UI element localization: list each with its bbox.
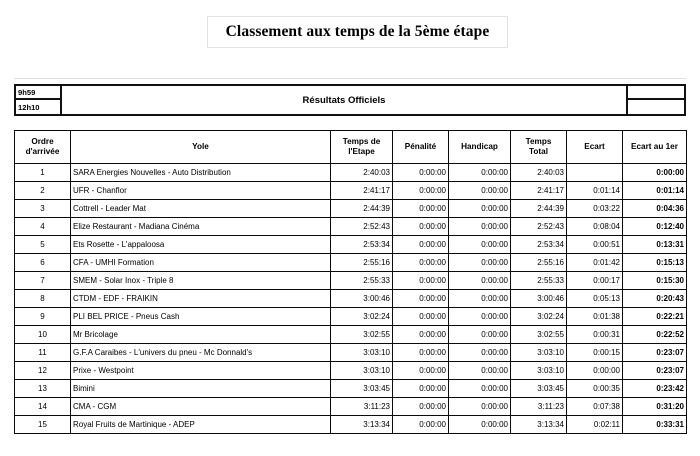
table-row xyxy=(15,416,687,434)
total-line1: Temps xyxy=(525,137,552,146)
ordre-line1: Ordre xyxy=(31,137,54,146)
table-row xyxy=(15,344,687,362)
cell-etape: 3:00:46 xyxy=(331,290,393,308)
cell-ecart1: 0:13:31 xyxy=(623,236,687,254)
column-header-penalite: Pénalité xyxy=(393,131,449,164)
cell-ecart1: 0:04:36 xyxy=(623,200,687,218)
cell-ecart: 0:01:14 xyxy=(567,182,623,200)
cell-ecart1: 0:22:52 xyxy=(623,326,687,344)
column-header-temps-total xyxy=(511,131,567,164)
cell-etape: 2:41:17 xyxy=(331,182,393,200)
page-title-box xyxy=(207,16,508,48)
cell-ordre: 1 xyxy=(15,164,71,182)
cell-ecart: 0:01:38 xyxy=(567,308,623,326)
table-row xyxy=(15,326,687,344)
cell-handi: 0:00:00 xyxy=(449,200,511,218)
cell-etape: 3:03:10 xyxy=(331,344,393,362)
cell-ecart1: 0:00:00 xyxy=(623,164,687,182)
cell-etape: 3:11:23 xyxy=(331,398,393,416)
cell-penal: 0:00:00 xyxy=(393,272,449,290)
cell-ecart: 0:03:22 xyxy=(567,200,623,218)
time-range-group xyxy=(16,86,62,114)
cell-ecart1: 0:01:14 xyxy=(623,182,687,200)
table-row xyxy=(15,272,687,290)
end-time: 12h10 xyxy=(18,102,40,112)
cell-ordre: 15 xyxy=(15,416,71,434)
cell-ecart1: 0:20:43 xyxy=(623,290,687,308)
cell-handi: 0:00:00 xyxy=(449,290,511,308)
ordre-line2: d'arrivée xyxy=(25,147,60,156)
cell-total: 3:03:10 xyxy=(511,362,567,380)
cell-ecart1: 0:31:20 xyxy=(623,398,687,416)
cell-ecart1: 0:22:21 xyxy=(623,308,687,326)
cell-ecart1: 0:33:31 xyxy=(623,416,687,434)
right-empty-group xyxy=(626,86,684,114)
cell-etape: 2:52:43 xyxy=(331,218,393,236)
cell-yole: SARA Energies Nouvelles - Auto Distribution xyxy=(71,164,331,182)
cell-ecart1: 0:12:40 xyxy=(623,218,687,236)
cell-total: 2:55:16 xyxy=(511,254,567,272)
table-row xyxy=(15,398,687,416)
divider-line xyxy=(14,78,686,79)
cell-ordre: 5 xyxy=(15,236,71,254)
table-row xyxy=(15,164,687,182)
cell-penal: 0:00:00 xyxy=(393,362,449,380)
cell-ecart: 0:02:11 xyxy=(567,416,623,434)
cell-ordre: 6 xyxy=(15,254,71,272)
right-empty-bottom xyxy=(628,100,684,114)
cell-ecart xyxy=(567,164,623,182)
cell-penal: 0:00:00 xyxy=(393,200,449,218)
cell-handi: 0:00:00 xyxy=(449,416,511,434)
column-header-ecart: Ecart xyxy=(567,131,623,164)
cell-total: 3:11:23 xyxy=(511,398,567,416)
cell-etape: 2:55:16 xyxy=(331,254,393,272)
cell-total: 2:53:34 xyxy=(511,236,567,254)
official-results-label: Résultats Officiels xyxy=(302,94,386,106)
cell-ordre: 10 xyxy=(15,326,71,344)
cell-ordre: 14 xyxy=(15,398,71,416)
cell-penal: 0:00:00 xyxy=(393,164,449,182)
cell-ecart1: 0:15:30 xyxy=(623,272,687,290)
results-table xyxy=(14,130,687,434)
cell-ordre: 3 xyxy=(15,200,71,218)
column-header-ordre xyxy=(15,131,71,164)
results-table-container xyxy=(14,130,686,434)
cell-handi: 0:00:00 xyxy=(449,308,511,326)
cell-etape: 2:53:34 xyxy=(331,236,393,254)
cell-handi: 0:00:00 xyxy=(449,254,511,272)
cell-ordre: 13 xyxy=(15,380,71,398)
table-row xyxy=(15,182,687,200)
cell-penal: 0:00:00 xyxy=(393,398,449,416)
cell-etape: 3:02:24 xyxy=(331,308,393,326)
cell-ecart1: 0:23:07 xyxy=(623,344,687,362)
cell-etape: 3:03:45 xyxy=(331,380,393,398)
cell-yole: SMEM - Solar Inox - Triple 8 xyxy=(71,272,331,290)
cell-yole: CFA - UMHI Formation xyxy=(71,254,331,272)
cell-ecart: 0:00:17 xyxy=(567,272,623,290)
cell-total: 3:02:55 xyxy=(511,326,567,344)
cell-yole: UFR - Chanflor xyxy=(71,182,331,200)
cell-ecart1: 0:15:13 xyxy=(623,254,687,272)
cell-ordre: 9 xyxy=(15,308,71,326)
cell-yole: Cottrell - Leader Mat xyxy=(71,200,331,218)
cell-etape: 3:02:55 xyxy=(331,326,393,344)
cell-ecart: 0:00:31 xyxy=(567,326,623,344)
cell-penal: 0:00:00 xyxy=(393,218,449,236)
cell-ecart1: 0:23:42 xyxy=(623,380,687,398)
cell-total: 3:00:46 xyxy=(511,290,567,308)
cell-etape: 3:13:34 xyxy=(331,416,393,434)
cell-ecart: 0:00:15 xyxy=(567,344,623,362)
cell-penal: 0:00:00 xyxy=(393,254,449,272)
cell-yole: Ets Rosette - L'appaloosa xyxy=(71,236,331,254)
cell-total: 2:55:33 xyxy=(511,272,567,290)
cell-ordre: 7 xyxy=(15,272,71,290)
column-header-ecart-au-1er: Ecart au 1er xyxy=(623,131,687,164)
cell-ecart: 0:05:13 xyxy=(567,290,623,308)
cell-total: 3:03:10 xyxy=(511,344,567,362)
cell-ordre: 11 xyxy=(15,344,71,362)
cell-handi: 0:00:00 xyxy=(449,344,511,362)
cell-handi: 0:00:00 xyxy=(449,380,511,398)
cell-yole: Mr Bricolage xyxy=(71,326,331,344)
cell-etape: 3:03:10 xyxy=(331,362,393,380)
right-empty-top xyxy=(628,86,684,100)
cell-ecart: 0:00:51 xyxy=(567,236,623,254)
cell-handi: 0:00:00 xyxy=(449,326,511,344)
cell-ordre: 2 xyxy=(15,182,71,200)
cell-total: 2:52:43 xyxy=(511,218,567,236)
cell-ordre: 12 xyxy=(15,362,71,380)
cell-ecart: 0:00:00 xyxy=(567,362,623,380)
cell-penal: 0:00:00 xyxy=(393,236,449,254)
cell-total: 3:02:24 xyxy=(511,308,567,326)
results-table-body xyxy=(15,164,687,434)
cell-total: 2:41:17 xyxy=(511,182,567,200)
cell-handi: 0:00:00 xyxy=(449,236,511,254)
cell-handi: 0:00:00 xyxy=(449,362,511,380)
cell-yole: G.F.A Caraibes - L'univers du pneu - Mc Donnald's xyxy=(71,344,331,362)
start-time: 9h59 xyxy=(16,86,60,100)
cell-etape: 2:55:33 xyxy=(331,272,393,290)
cell-ecart: 0:00:35 xyxy=(567,380,623,398)
cell-total: 2:40:03 xyxy=(511,164,567,182)
table-row xyxy=(15,218,687,236)
cell-yole: PLI BEL PRICE - Pneus Cash xyxy=(71,308,331,326)
cell-ordre: 4 xyxy=(15,218,71,236)
cell-total: 3:03:45 xyxy=(511,380,567,398)
table-header-row xyxy=(15,131,687,164)
cell-yole: Prixe - Westpoint xyxy=(71,362,331,380)
cell-ecart: 0:08:04 xyxy=(567,218,623,236)
cell-ecart1: 0:23:07 xyxy=(623,362,687,380)
cell-penal: 0:00:00 xyxy=(393,344,449,362)
cell-handi: 0:00:00 xyxy=(449,218,511,236)
official-results-bar xyxy=(14,84,686,116)
table-row xyxy=(15,200,687,218)
cell-yole: CTDM - EDF - FRAIKIN xyxy=(71,290,331,308)
cell-yole: Royal Fruits de Martinique - ADEP xyxy=(71,416,331,434)
page-title: Classement aux temps de la 5ème étape xyxy=(225,23,490,40)
etape-line1: Temps de xyxy=(342,137,381,146)
cell-handi: 0:00:00 xyxy=(449,164,511,182)
total-line2: Total xyxy=(529,147,548,156)
cell-etape: 2:40:03 xyxy=(331,164,393,182)
cell-penal: 0:00:00 xyxy=(393,380,449,398)
table-row xyxy=(15,380,687,398)
cell-etape: 2:44:39 xyxy=(331,200,393,218)
cell-yole: Elize Restaurant - Madiana Cinéma xyxy=(71,218,331,236)
column-header-handicap: Handicap xyxy=(449,131,511,164)
cell-penal: 0:00:00 xyxy=(393,308,449,326)
cell-penal: 0:00:00 xyxy=(393,290,449,308)
cell-yole: Bimini xyxy=(71,380,331,398)
column-header-yole: Yole xyxy=(71,131,331,164)
cell-total: 3:13:34 xyxy=(511,416,567,434)
table-row xyxy=(15,236,687,254)
cell-ecart: 0:07:38 xyxy=(567,398,623,416)
table-row xyxy=(15,290,687,308)
etape-line2: l'Etape xyxy=(348,147,375,156)
cell-total: 2:44:39 xyxy=(511,200,567,218)
cell-penal: 0:00:00 xyxy=(393,416,449,434)
cell-ecart: 0:01:42 xyxy=(567,254,623,272)
cell-handi: 0:00:00 xyxy=(449,272,511,290)
cell-ordre: 8 xyxy=(15,290,71,308)
cell-penal: 0:00:00 xyxy=(393,326,449,344)
table-row xyxy=(15,362,687,380)
cell-penal: 0:00:00 xyxy=(393,182,449,200)
cell-handi: 0:00:00 xyxy=(449,182,511,200)
column-header-temps-etape xyxy=(331,131,393,164)
table-row xyxy=(15,254,687,272)
cell-handi: 0:00:00 xyxy=(449,398,511,416)
table-row xyxy=(15,308,687,326)
cell-yole: CMA - CGM xyxy=(71,398,331,416)
